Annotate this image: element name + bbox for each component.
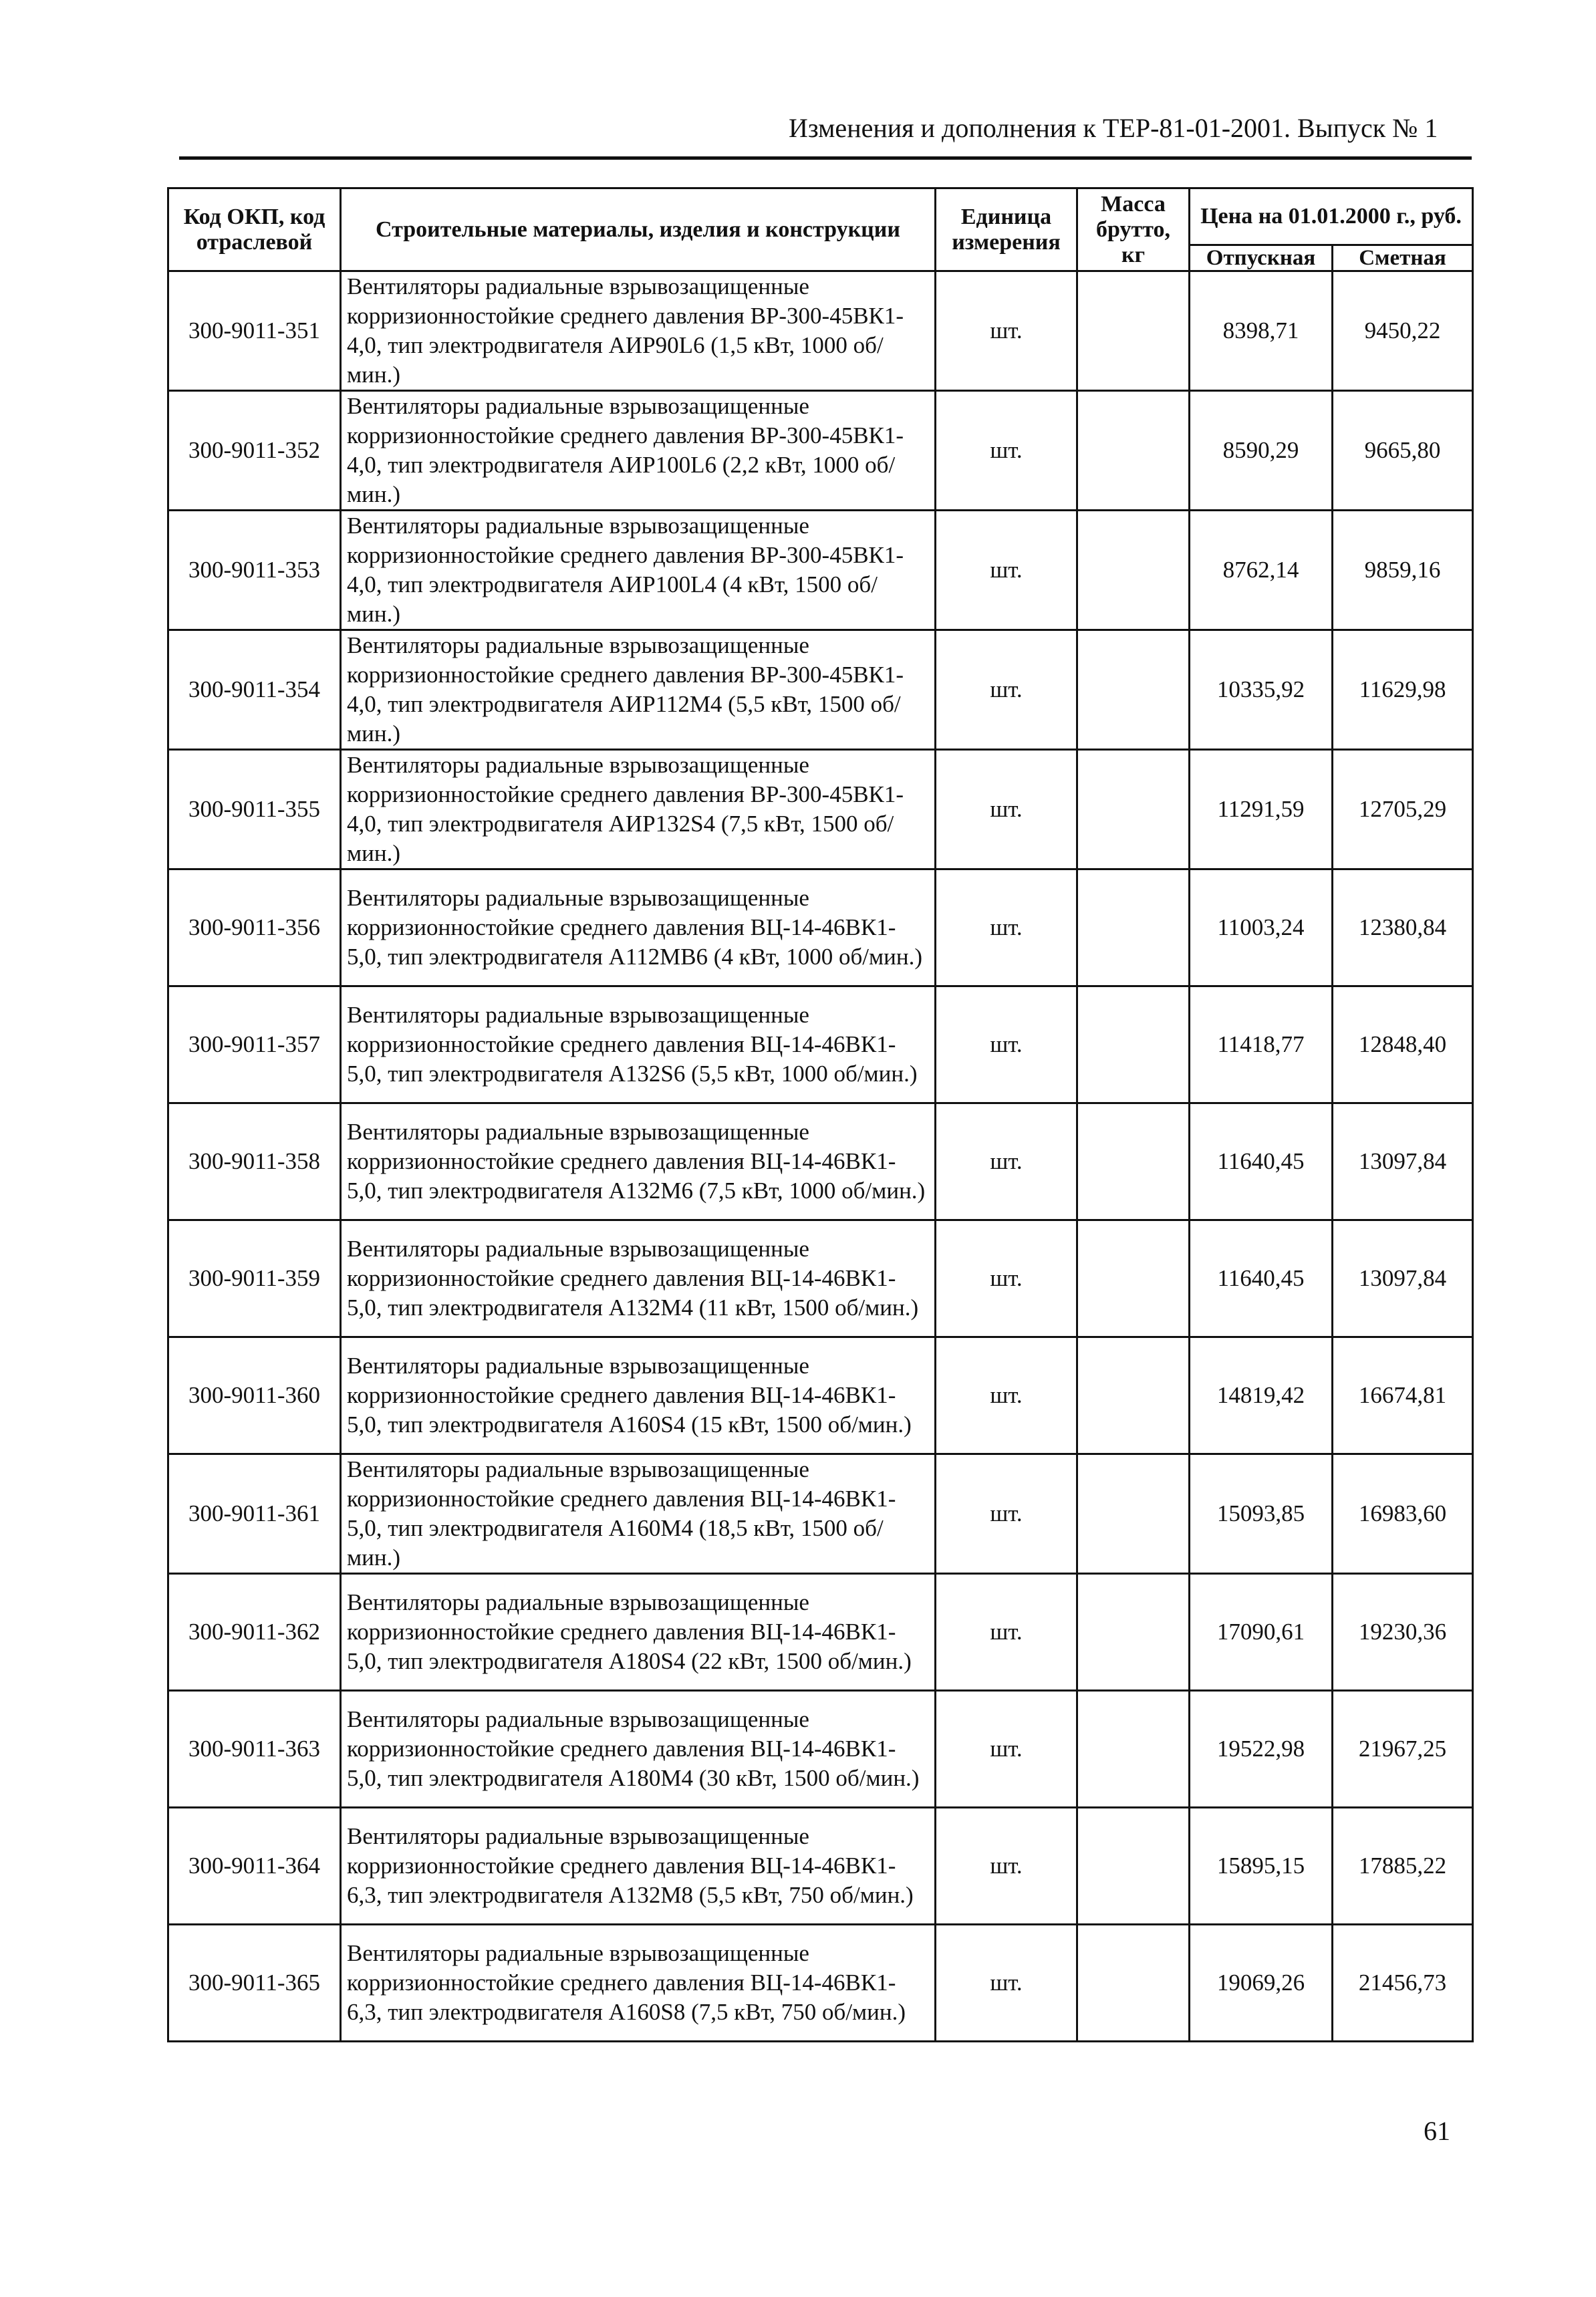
cell-unit: шт.: [936, 1808, 1077, 1925]
cell-mass: [1077, 630, 1190, 750]
table-row: [168, 511, 1473, 630]
cell-mass: [1077, 1925, 1190, 2042]
cell-unit: шт.: [936, 630, 1077, 750]
cell-name: Вентиляторы радиальные взрывозащищенные корризионностойкие среднего давления ВЦ-14-46ВК1-6,3, тип электродвигателя А160S8 (7,5 кВт, 750 об/мин.): [341, 1925, 936, 2042]
cell-price-estimate: 12380,84: [1333, 869, 1473, 986]
cell-unit: шт.: [936, 869, 1077, 986]
cell-mass: [1077, 1337, 1190, 1454]
cell-unit: шт.: [936, 391, 1077, 511]
cell-mass: [1077, 271, 1190, 391]
cell-unit: шт.: [936, 750, 1077, 869]
cell-price-estimate: 19230,36: [1333, 1574, 1473, 1691]
table-row: [168, 1337, 1473, 1454]
cell-mass: [1077, 391, 1190, 511]
cell-name: Вентиляторы радиальные взрывозащищенные корризионностойкие среднего давления ВР-300-45ВК1-4,0, тип электродвигателя АИР112М4 (5,5 кВт, 1500 об/мин.): [341, 630, 936, 750]
cell-price-estimate: 16674,81: [1333, 1337, 1473, 1454]
cell-mass: [1077, 869, 1190, 986]
column-header-price-group: Цена на 01.01.2000 г., руб.: [1190, 188, 1473, 245]
cell-name: Вентиляторы радиальные взрывозащищенные корризионностойкие среднего давления ВЦ-14-46ВК1-6,3, тип электродвигателя А132М8 (5,5 кВт, 750 об/мин.): [341, 1808, 936, 1925]
cell-unit: шт.: [936, 1925, 1077, 2042]
cell-code: 300-9011-361: [168, 1454, 341, 1574]
price-table: [167, 187, 1474, 2042]
cell-code: 300-9011-359: [168, 1220, 341, 1337]
cell-price-estimate: 12705,29: [1333, 750, 1473, 869]
cell-code: 300-9011-365: [168, 1925, 341, 2042]
table-row: [168, 1691, 1473, 1808]
cell-mass: [1077, 986, 1190, 1103]
column-header-unit: Единица измерения: [936, 188, 1077, 271]
table-row: [168, 986, 1473, 1103]
column-header-code: Код ОКП, код отраслевой: [168, 188, 341, 271]
table-row: [168, 1574, 1473, 1691]
cell-price-estimate: 16983,60: [1333, 1454, 1473, 1574]
cell-price-release: 11003,24: [1190, 869, 1333, 986]
table-row: [168, 1220, 1473, 1337]
cell-name: Вентиляторы радиальные взрывозащищенные корризионностойкие среднего давления ВЦ-14-46ВК1-5,0, тип электродвигателя А132М4 (11 кВт, 1500 об/мин.): [341, 1220, 936, 1337]
cell-unit: шт.: [936, 1691, 1077, 1808]
cell-price-release: 11291,59: [1190, 750, 1333, 869]
table-row: [168, 1925, 1473, 2042]
cell-name: Вентиляторы радиальные взрывозащищенные корризионностойкие среднего давления ВЦ-14-46ВК1-5,0, тип электродвигателя А132М6 (7,5 кВт, 1000 об/мин.): [341, 1103, 936, 1220]
cell-code: 300-9011-363: [168, 1691, 341, 1808]
cell-mass: [1077, 511, 1190, 630]
cell-mass: [1077, 1454, 1190, 1574]
table-row: [168, 1808, 1473, 1925]
cell-price-release: 8590,29: [1190, 391, 1333, 511]
cell-price-estimate: 13097,84: [1333, 1103, 1473, 1220]
table-row: [168, 391, 1473, 511]
cell-code: 300-9011-356: [168, 869, 341, 986]
column-header-name: Строительные материалы, изделия и конструкции: [341, 188, 936, 271]
cell-code: 300-9011-362: [168, 1574, 341, 1691]
cell-name: Вентиляторы радиальные взрывозащищенные корризионностойкие среднего давления ВЦ-14-46ВК1-5,0, тип электродвигателя А160S4 (15 кВт, 1500 об/мин.): [341, 1337, 936, 1454]
cell-price-release: 8398,71: [1190, 271, 1333, 391]
cell-unit: шт.: [936, 1454, 1077, 1574]
cell-name: Вентиляторы радиальные взрывозащищенные корризионностойкие среднего давления ВР-300-45ВК1-4,0, тип электродвигателя АИР100L6 (2,2 кВт, 1000 об/мин.): [341, 391, 936, 511]
cell-code: 300-9011-360: [168, 1337, 341, 1454]
cell-price-release: 8762,14: [1190, 511, 1333, 630]
cell-price-release: 17090,61: [1190, 1574, 1333, 1691]
header-rule: [179, 156, 1472, 160]
cell-unit: шт.: [936, 271, 1077, 391]
cell-name: Вентиляторы радиальные взрывозащищенные корризионностойкие среднего давления ВЦ-14-46ВК1-5,0, тип электродвигателя А180S4 (22 кВт, 1500 об/мин.): [341, 1574, 936, 1691]
cell-name: Вентиляторы радиальные взрывозащищенные корризионностойкие среднего давления ВР-300-45ВК1-4,0, тип электродвигателя АИР90L6 (1,5 кВт, 1000 об/мин.): [341, 271, 936, 391]
cell-name: Вентиляторы радиальные взрывозащищенные корризионностойкие среднего давления ВР-300-45ВК1-4,0, тип электродвигателя АИР100L4 (4 кВт, 1500 об/мин.): [341, 511, 936, 630]
cell-unit: шт.: [936, 511, 1077, 630]
cell-price-release: 15093,85: [1190, 1454, 1333, 1574]
cell-mass: [1077, 750, 1190, 869]
cell-price-release: 14819,42: [1190, 1337, 1333, 1454]
cell-price-estimate: 9450,22: [1333, 271, 1473, 391]
cell-code: 300-9011-357: [168, 986, 341, 1103]
cell-unit: шт.: [936, 1220, 1077, 1337]
cell-mass: [1077, 1220, 1190, 1337]
cell-price-estimate: 12848,40: [1333, 986, 1473, 1103]
cell-mass: [1077, 1808, 1190, 1925]
cell-code: 300-9011-364: [168, 1808, 341, 1925]
cell-price-estimate: 11629,98: [1333, 630, 1473, 750]
cell-price-estimate: 9859,16: [1333, 511, 1473, 630]
column-header-price-release: Отпускная: [1190, 245, 1333, 271]
cell-price-estimate: 21456,73: [1333, 1925, 1473, 2042]
cell-mass: [1077, 1103, 1190, 1220]
table-row: [168, 869, 1473, 986]
cell-price-estimate: 13097,84: [1333, 1220, 1473, 1337]
cell-price-estimate: 17885,22: [1333, 1808, 1473, 1925]
table-row: [168, 630, 1473, 750]
table-row: [168, 1103, 1473, 1220]
cell-price-release: 19069,26: [1190, 1925, 1333, 2042]
cell-mass: [1077, 1574, 1190, 1691]
column-header-mass: Масса брутто, кг: [1077, 188, 1190, 271]
page-number: 61: [1424, 2116, 1450, 2146]
cell-price-release: 10335,92: [1190, 630, 1333, 750]
cell-name: Вентиляторы радиальные взрывозащищенные корризионностойкие среднего давления ВР-300-45ВК1-4,0, тип электродвигателя АИР132S4 (7,5 кВт, 1500 об/мин.): [341, 750, 936, 869]
column-header-price-estimate: Сметная: [1333, 245, 1473, 271]
running-header: Изменения и дополнения к ТЕР-81-01-2001. Выпуск № 1: [789, 113, 1438, 143]
cell-price-estimate: 21967,25: [1333, 1691, 1473, 1808]
cell-unit: шт.: [936, 1103, 1077, 1220]
table-row: [168, 750, 1473, 869]
cell-name: Вентиляторы радиальные взрывозащищенные корризионностойкие среднего давления ВЦ-14-46ВК1-5,0, тип электродвигателя А160М4 (18,5 кВт, 1500 об/мин.): [341, 1454, 936, 1574]
table-row: [168, 1454, 1473, 1574]
cell-name: Вентиляторы радиальные взрывозащищенные корризионностойкие среднего давления ВЦ-14-46ВК1-5,0, тип электродвигателя А132S6 (5,5 кВт, 1000 об/мин.): [341, 986, 936, 1103]
cell-code: 300-9011-353: [168, 511, 341, 630]
cell-unit: шт.: [936, 1574, 1077, 1691]
cell-code: 300-9011-351: [168, 271, 341, 391]
cell-mass: [1077, 1691, 1190, 1808]
cell-name: Вентиляторы радиальные взрывозащищенные корризионностойкие среднего давления ВЦ-14-46ВК1-5,0, тип электродвигателя А180М4 (30 кВт, 1500 об/мин.): [341, 1691, 936, 1808]
cell-code: 300-9011-354: [168, 630, 341, 750]
cell-price-release: 11640,45: [1190, 1220, 1333, 1337]
cell-price-release: 15895,15: [1190, 1808, 1333, 1925]
cell-name: Вентиляторы радиальные взрывозащищенные корризионностойкие среднего давления ВЦ-14-46ВК1-5,0, тип электродвигателя А112МВ6 (4 кВт, 1000 об/мин.): [341, 869, 936, 986]
cell-price-release: 19522,98: [1190, 1691, 1333, 1808]
cell-price-estimate: 9665,80: [1333, 391, 1473, 511]
cell-unit: шт.: [936, 986, 1077, 1103]
table-body: [168, 271, 1473, 2042]
cell-price-release: 11640,45: [1190, 1103, 1333, 1220]
table-row: [168, 271, 1473, 391]
cell-unit: шт.: [936, 1337, 1077, 1454]
cell-code: 300-9011-352: [168, 391, 341, 511]
cell-code: 300-9011-355: [168, 750, 341, 869]
cell-price-release: 11418,77: [1190, 986, 1333, 1103]
cell-code: 300-9011-358: [168, 1103, 341, 1220]
